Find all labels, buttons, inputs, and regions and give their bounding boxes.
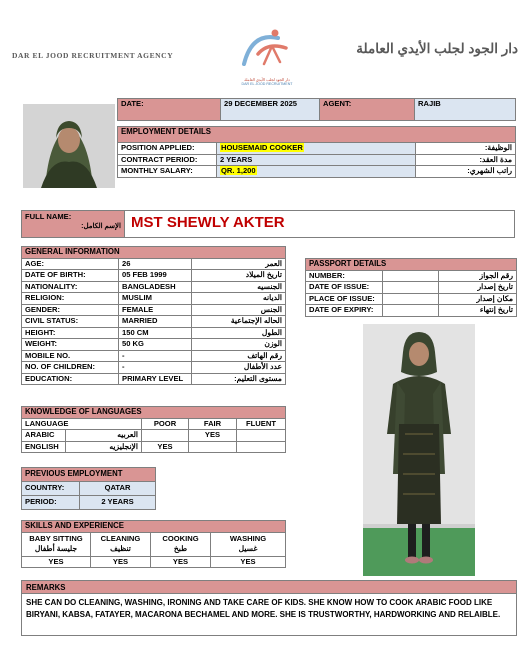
- agency-logo: [238, 24, 296, 84]
- fluent-column-header: FLUENT: [237, 418, 286, 430]
- issue-place-label-ar: مكان إصدار: [439, 293, 517, 305]
- height-label-ar: الطول: [192, 327, 286, 339]
- english-label-ar: الإنجليزيه: [66, 441, 142, 453]
- arabic-poor: [142, 430, 189, 442]
- country-value: QATAR: [80, 482, 156, 496]
- nationality-label: NATIONALITY:: [22, 281, 119, 293]
- mobile-value: -: [119, 350, 192, 362]
- poor-column-header: POOR: [142, 418, 189, 430]
- passport-number-label: NUMBER:: [306, 270, 383, 282]
- language-column-header: LANGUAGE: [22, 418, 142, 430]
- expiry-date-value: [383, 305, 439, 317]
- table-row: [22, 258, 286, 270]
- period-value: 2 YEARS: [80, 496, 156, 510]
- table-row: [22, 270, 286, 282]
- religion-label: RELIGION:: [22, 293, 119, 305]
- passport-number-value: [383, 270, 439, 282]
- monthly-salary-label-ar: راتب الشهري:: [416, 166, 516, 178]
- position-label-ar: الوظيفة:: [416, 143, 516, 155]
- expiry-date-label: DATE OF EXPIRY:: [306, 305, 383, 317]
- monthly-salary-value: QR. 1,200: [217, 166, 416, 178]
- issue-date-value: [383, 282, 439, 294]
- table-row: [22, 496, 156, 510]
- contract-period-label-ar: مدة العقد:: [416, 154, 516, 166]
- civil-status-value: MARRIED: [119, 316, 192, 328]
- period-label: PERIOD:: [22, 496, 80, 510]
- general-information-heading: GENERAL INFORMATION: [22, 247, 286, 259]
- civil-status-label-ar: الحاله الإجتماعية: [192, 316, 286, 328]
- date-agent-table: [117, 98, 516, 121]
- children-label: NO. OF CHILDREN:: [22, 362, 119, 374]
- baby-sitting-value: YES: [22, 556, 91, 568]
- weight-value: 50 KG: [119, 339, 192, 351]
- dob-label: DATE OF BIRTH:: [22, 270, 119, 282]
- education-label: EDUCATION:: [22, 373, 119, 385]
- arabic-fluent: [237, 430, 286, 442]
- washing-header: WASHING غسيل: [211, 532, 286, 556]
- date-label: DATE:: [118, 99, 221, 121]
- english-fair: [189, 441, 237, 453]
- full-body-photo: [363, 324, 475, 576]
- religion-value: MUSLIM: [119, 293, 192, 305]
- full-name-label-ar: الإسم الكامل:: [81, 223, 121, 230]
- profile-photo: [23, 104, 115, 188]
- contract-period-label: CONTRACT PERIOD:: [118, 154, 217, 166]
- table-row: [22, 418, 286, 430]
- baby-sitting-header: BABY SITTING جليسة أطفال: [22, 532, 91, 556]
- languages-heading: KNOWLEDGE OF LANGUAGES: [22, 407, 286, 419]
- table-row: [22, 441, 286, 453]
- english-label: ENGLISH: [22, 441, 66, 453]
- table-row: [306, 293, 517, 305]
- age-label-ar: العمر: [192, 258, 286, 270]
- table-row: [118, 166, 516, 178]
- table-row: [22, 532, 286, 556]
- person-portrait-icon: [23, 104, 115, 188]
- monthly-salary-label: MONTHLY SALARY:: [118, 166, 217, 178]
- country-label: COUNTRY:: [22, 482, 80, 496]
- english-fluent: [237, 441, 286, 453]
- employment-details-table: [117, 126, 516, 178]
- english-poor: YES: [142, 441, 189, 453]
- children-label-ar: عدد الأطفال: [192, 362, 286, 374]
- height-value: 150 CM: [119, 327, 192, 339]
- weight-label: WEIGHT:: [22, 339, 119, 351]
- logo-text-ar: دار الجود لجلب الأيدي العاملة: [244, 78, 290, 82]
- table-row: [22, 350, 286, 362]
- mobile-label-ar: رقم الهاتف: [192, 350, 286, 362]
- table-row: [22, 281, 286, 293]
- nationality-value: BANGLADESH: [119, 281, 192, 293]
- children-value: -: [119, 362, 192, 374]
- previous-employment-heading: PREVIOUS EMPLOYMENT: [22, 468, 156, 482]
- gender-label: GENDER:: [22, 304, 119, 316]
- dob-value: 05 FEB 1999: [119, 270, 192, 282]
- age-value: 26: [119, 258, 192, 270]
- religion-label-ar: الديانه: [192, 293, 286, 305]
- age-label: AGE:: [22, 258, 119, 270]
- issue-place-value: [383, 293, 439, 305]
- table-row: [22, 373, 286, 385]
- table-row: [22, 430, 286, 442]
- table-row: [118, 143, 516, 155]
- table-row: [22, 482, 156, 496]
- passport-details-table: [305, 258, 517, 317]
- logo-icon: [238, 24, 296, 74]
- fair-column-header: FAIR: [189, 418, 237, 430]
- nationality-label-ar: الجنسيه: [192, 281, 286, 293]
- logo-text-en: DAR EL JOOD RECRUITMENT: [241, 82, 293, 86]
- education-label-ar: مستوى التعليم:: [192, 373, 286, 385]
- remarks-heading: REMARKS: [21, 580, 517, 594]
- full-name-value-box: [125, 210, 515, 238]
- table-row: [306, 282, 517, 294]
- table-row: [22, 339, 286, 351]
- date-value: 29 DECEMBER 2025: [221, 99, 320, 121]
- contract-period-value: 2 YEARS: [217, 154, 416, 166]
- general-information-table: [21, 246, 286, 385]
- agency-name-en: DAR EL JOOD RECRUITMENT AGENCY: [12, 51, 174, 60]
- cooking-value: YES: [151, 556, 211, 568]
- table-row: [306, 270, 517, 282]
- full-name-label: FULL NAME:: [25, 212, 72, 221]
- agent-value: RAJIB: [415, 99, 516, 121]
- table-row: [22, 316, 286, 328]
- table-row: [22, 327, 286, 339]
- expiry-date-label-ar: تاريخ إنتهاء: [439, 305, 517, 317]
- previous-employment-table: [21, 467, 156, 510]
- full-name-value: MST SHEWLY AKTER: [131, 214, 285, 231]
- civil-status-label: CIVIL STATUS:: [22, 316, 119, 328]
- arabic-label: ARABIC: [22, 430, 66, 442]
- mobile-label: MOBILE NO.: [22, 350, 119, 362]
- cooking-header: COOKING طبخ: [151, 532, 211, 556]
- washing-value: YES: [211, 556, 286, 568]
- gender-label-ar: الجنس: [192, 304, 286, 316]
- arabic-fair: YES: [189, 430, 237, 442]
- issue-date-label: DATE OF ISSUE:: [306, 282, 383, 294]
- languages-table: [21, 406, 286, 453]
- person-full-body-icon: [363, 324, 475, 576]
- education-value: PRIMARY LEVEL: [119, 373, 192, 385]
- weight-label-ar: الوزن: [192, 339, 286, 351]
- agency-name-ar: دار الجود لجلب الأيدي العاملة: [356, 41, 518, 56]
- table-row: [22, 304, 286, 316]
- cleaning-header: CLEANING تنظيف: [91, 532, 151, 556]
- arabic-label-ar: العربيه: [66, 430, 142, 442]
- dob-label-ar: تاريخ الميلاد: [192, 270, 286, 282]
- gender-value: FEMALE: [119, 304, 192, 316]
- agent-label: AGENT:: [320, 99, 415, 121]
- table-row: [22, 556, 286, 568]
- issue-place-label: PLACE OF ISSUE:: [306, 293, 383, 305]
- height-label: HEIGHT:: [22, 327, 119, 339]
- table-row: [22, 293, 286, 305]
- skills-heading: SKILLS AND EXPERIENCE: [22, 521, 286, 533]
- employment-details-heading: EMPLOYMENT DETAILS: [118, 127, 516, 143]
- position-label: POSITION APPLIED:: [118, 143, 217, 155]
- cleaning-value: YES: [91, 556, 151, 568]
- table-row: [22, 362, 286, 374]
- table-row: [306, 305, 517, 317]
- position-value: HOUSEMAID COOKER: [217, 143, 416, 155]
- passport-number-label-ar: رقم الجواز: [439, 270, 517, 282]
- passport-details-heading: PASSPORT DETAILS: [306, 259, 517, 271]
- full-name-label-box: [21, 210, 125, 238]
- table-row: [118, 154, 516, 166]
- issue-date-label-ar: تاريخ إصدار: [439, 282, 517, 294]
- remarks-text: SHE CAN DO CLEANING, WASHING, IRONING AND TAKE CARE OF KIDS. SHE KNOW HOW TO COOK ARABIC FOOD LIKE BIRYANI, KABSA, FATAYER, MACARONA BECHAMEL AND MORE. SHE IS TRUSTWORTHY, HARDWORKING AND RELAIBLE.: [21, 594, 517, 636]
- skills-table: [21, 520, 286, 568]
